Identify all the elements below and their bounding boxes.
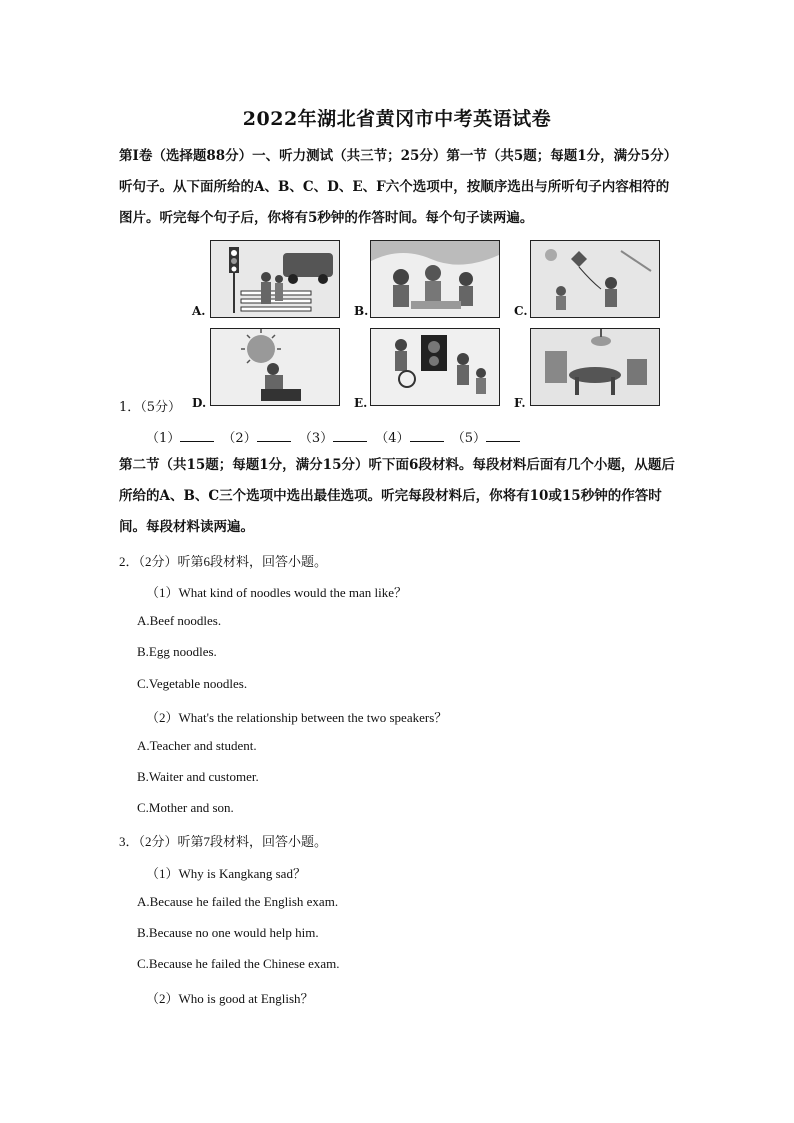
blank-label: （3）: [298, 431, 334, 446]
question-2-heading: 2．（2分）听第6段材料，回答小题。: [119, 554, 328, 569]
family-picnic-picture: [370, 240, 500, 318]
room-table-picture: [530, 328, 660, 406]
option-a[interactable]: A.Beef noodles.: [137, 613, 222, 628]
answer-blank-2[interactable]: [257, 428, 291, 442]
section1-instructions: 第Ⅰ卷（选择题88分）一、听力测试（共三节；25分）第一节（共5题；每题1分，满分5分）听句子。从下面所给的A、B、C、D、E、F六个选项中，按顺序选出与所听句子内容相符的图片。听完每个句子后，你将有5秒钟的作答时间。每个句子读两遍。: [119, 148, 678, 226]
answer-blank-4[interactable]: [410, 428, 444, 442]
question-2-sub-2: （2）What's the relationship between the two speakers？: [146, 710, 448, 725]
blank-label: （5）: [451, 431, 486, 446]
question-3-heading: 3．（2分）听第7段材料，回答小题。: [119, 834, 328, 849]
option-b[interactable]: B.Because no one would help him.: [137, 925, 319, 940]
answer-blank-5[interactable]: [486, 428, 520, 442]
blank-label: （1）: [146, 431, 181, 446]
picture-label-a: A.: [192, 304, 206, 318]
question-3-sub-1: （1）Why is Kangkang sad？: [146, 866, 306, 881]
section2-instructions: 第二节（共15题；每题1分，满分15分）听下面6段材料。每段材料后面有几个小题，从题后所给的A、B、C三个选项中选出最佳选项。听完每段材料后，你将有10或15秒钟的作答时间。每段材料读两遍。: [119, 457, 675, 535]
sunny-weather-picture: [210, 328, 340, 406]
picture-label-d: D.: [192, 396, 207, 410]
page-title: 2022年湖北省黄冈市中考英语试卷: [242, 108, 552, 130]
option-c[interactable]: C.Vegetable noodles.: [137, 676, 248, 691]
question-2-sub-1: （1）What kind of noodles would the man like？: [146, 585, 408, 600]
picture-label-b: B.: [354, 304, 369, 318]
picture-label-f: F.: [514, 396, 526, 410]
blank-label: （2）: [222, 431, 257, 446]
option-a[interactable]: A.Because he failed the English exam.: [137, 894, 339, 909]
question-1-blanks: [146, 427, 524, 446]
traffic-crossing-picture: [210, 240, 340, 318]
option-b[interactable]: B.Egg noodles.: [137, 644, 217, 659]
band-music-picture: [370, 328, 500, 406]
question-3-sub-2: （2）Who is good at English？: [146, 991, 314, 1006]
answer-blank-1[interactable]: [180, 428, 214, 442]
option-c[interactable]: C.Because he failed the Chinese exam.: [137, 956, 340, 971]
picture-options: [190, 240, 630, 412]
blank-label: （4）: [375, 431, 410, 446]
picture-label-c: C.: [514, 304, 528, 318]
picture-label-e: E.: [354, 396, 368, 410]
option-a[interactable]: A.Teacher and student.: [137, 738, 257, 753]
answer-blank-3[interactable]: [333, 428, 367, 442]
option-b[interactable]: B.Waiter and customer.: [137, 769, 259, 784]
question-1-label: 1．（5分）: [119, 400, 182, 415]
option-c[interactable]: C.Mother and son.: [137, 800, 234, 815]
kite-flying-picture: [530, 240, 660, 318]
